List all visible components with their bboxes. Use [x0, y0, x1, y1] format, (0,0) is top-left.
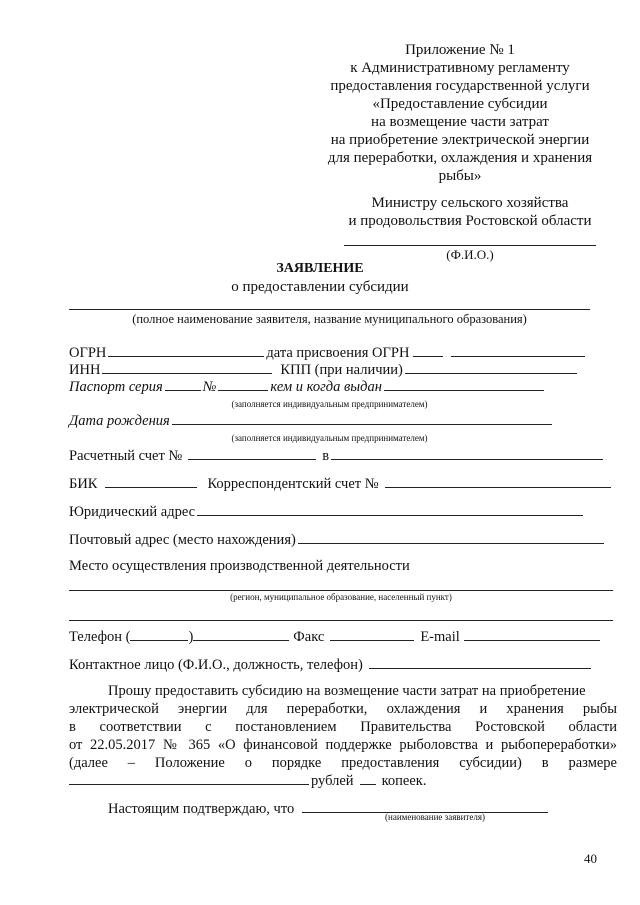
fax-input[interactable] — [330, 628, 414, 641]
contact-person-label: Контактное лицо (Ф.И.О., должность, телефон) — [69, 657, 363, 673]
postal-address-input[interactable] — [298, 531, 604, 544]
header-line-6: на приобретение электрической энергии — [330, 132, 590, 148]
header-line-5: на возмещение части затрат — [371, 114, 549, 130]
passport-number-label: № — [202, 379, 217, 395]
confirm-label: Настоящим подтверждаю, что — [108, 801, 295, 817]
email-input[interactable] — [464, 628, 600, 641]
fio-line[interactable] — [344, 245, 596, 246]
rub-label: рублей — [311, 773, 354, 789]
ogrn-date-input-2[interactable] — [451, 344, 585, 357]
passport-label: Паспорт серия — [69, 379, 163, 395]
email-label: E-mail — [420, 629, 460, 645]
request-line-2: электрической энергии для переработки, охлаждения и хранения рыбы — [69, 701, 617, 717]
addressee-line-1: Министру сельского хозяйства — [371, 195, 569, 211]
birth-date-label: Дата рождения — [69, 413, 170, 429]
inn-input[interactable] — [102, 361, 272, 374]
bik-input[interactable] — [105, 475, 197, 488]
page-number: 40 — [584, 851, 597, 866]
production-place-label: Место осуществления производственной деятельности — [69, 558, 410, 574]
request-line-4: от 22.05.2017 № 365 «О финансовой поддержке рыболовства и рыбопереработки» — [69, 737, 617, 753]
corr-account-label: Корреспондентский счет № — [207, 476, 379, 492]
applicant-hint: (полное наименование заявителя, название муниципального образования) — [132, 312, 527, 326]
request-line-1: Прошу предоставить субсидию на возмещение части затрат на приобретение — [108, 683, 586, 699]
account-label: Расчетный счет № — [69, 448, 183, 464]
header-line-7: для переработки, охлаждения и хранения — [327, 150, 593, 166]
contact-person-input[interactable] — [369, 656, 591, 669]
document-title: ЗАЯВЛЕНИЕ — [276, 261, 364, 276]
phone-input[interactable] — [193, 628, 289, 641]
amount-rub-input[interactable] — [69, 772, 309, 785]
legal-address-label: Юридический адрес — [69, 504, 196, 520]
account-input[interactable] — [188, 447, 316, 460]
bik-row — [69, 475, 613, 492]
bik-label: БИК — [69, 476, 98, 492]
header-line-8: рыбы» — [438, 168, 482, 184]
passport-issued-label: кем и когда выдан — [270, 379, 382, 395]
contact-person-row — [69, 656, 593, 673]
fax-label: Факс — [293, 629, 325, 645]
addressee-line-2: и продовольствия Ростовской области — [348, 213, 592, 229]
ogrn-date-label: дата присвоения ОГРН — [266, 345, 410, 361]
header-line-1: Приложение № 1 — [405, 42, 515, 58]
production-place-line[interactable] — [69, 590, 613, 591]
legal-address-row — [69, 503, 585, 520]
document-subtitle: о предоставлении субсидии — [231, 279, 409, 295]
ogrn-label: ОГРН — [69, 345, 107, 361]
header-line-3: предоставления государственной услуги — [330, 78, 590, 94]
ogrn-input[interactable] — [108, 344, 264, 357]
kop-label: копеек. — [381, 773, 427, 789]
bank-input[interactable] — [331, 447, 603, 460]
phone-close: ) — [188, 629, 194, 645]
birth-date-row — [69, 412, 554, 429]
amount-kop-input[interactable] — [360, 772, 376, 785]
fio-label: (Ф.И.О.) — [446, 247, 494, 262]
corr-account-input[interactable] — [385, 475, 611, 488]
header-line-2: к Административному регламенту — [350, 60, 570, 76]
legal-address-input[interactable] — [197, 503, 583, 516]
kpp-input[interactable] — [405, 361, 577, 374]
applicant-name-line[interactable] — [69, 309, 590, 310]
passport-number-input[interactable] — [218, 378, 268, 391]
phone-label: Телефон ( — [69, 629, 131, 645]
account-row — [69, 447, 605, 464]
inn-label: ИНН — [69, 362, 101, 378]
region-hint: (регион, муниципальное образование, населенный пункт) — [230, 592, 452, 602]
birth-date-input[interactable] — [172, 412, 552, 425]
passport-issued-input[interactable] — [384, 378, 544, 391]
bank-label: в — [322, 448, 330, 464]
amount-row — [69, 772, 426, 789]
contacts-row — [69, 628, 602, 645]
passport-series-input[interactable] — [165, 378, 201, 391]
kpp-label: КПП (при наличии) — [280, 362, 403, 378]
phone-code-input[interactable] — [130, 628, 188, 641]
ip-hint-2: (заполняется индивидуальным предпринимателем) — [231, 433, 428, 443]
confirm-hint: (наименование заявителя) — [385, 812, 485, 822]
request-line-3: в соответствии с постановлением Правительства Ростовской области — [69, 719, 617, 735]
ogrn-row — [69, 344, 587, 361]
ip-hint-1: (заполняется индивидуальным предпринимателем) — [231, 399, 428, 409]
header-line-4: «Предоставление субсидии — [372, 96, 548, 112]
request-line-5: (далее – Положение о порядке предоставления субсидии) в размере — [69, 755, 617, 771]
postal-address-label: Почтовый адрес (место нахождения) — [69, 532, 296, 548]
postal-address-row — [69, 531, 606, 548]
passport-row — [69, 378, 546, 395]
inn-row — [69, 361, 579, 378]
ogrn-date-input-1[interactable] — [413, 344, 443, 357]
production-place-line-2[interactable] — [69, 620, 613, 621]
